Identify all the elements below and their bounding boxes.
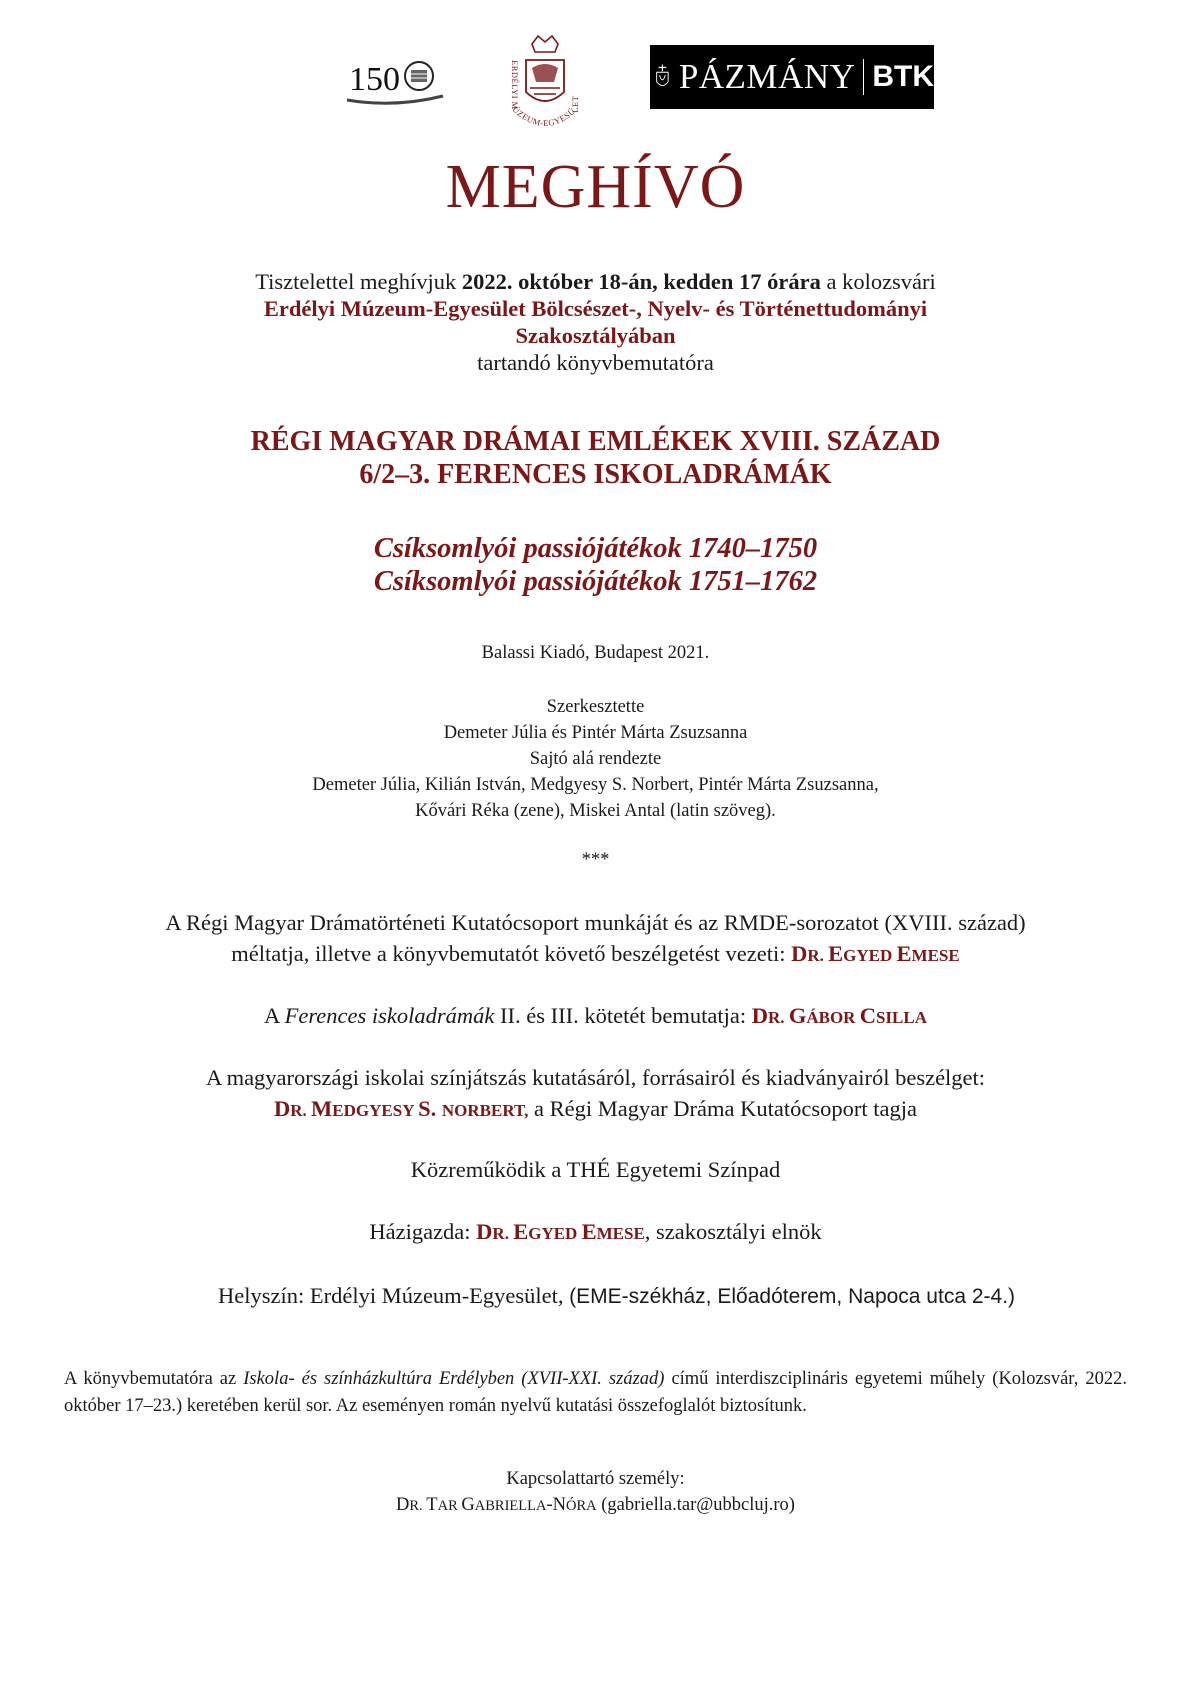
workshop-title: Iskola- és színházkultúra Erdélyben (XVII-XXI. század): [243, 1369, 665, 1389]
pazmany-crest-icon: [650, 45, 675, 109]
host-name: DR. EGYED EMESE: [476, 1219, 645, 1244]
contact-email[interactable]: (gabriella.tar@ubbcluj.ro): [596, 1495, 795, 1515]
publisher-info: Balassi Kiadó, Budapest 2021.: [481, 643, 710, 663]
eme-seal-text: ERDÉLYI MÚZEUM-EGYESÜLET: [510, 60, 580, 129]
editors-line-4: Demeter Júlia, Kilián István, Medgyesy S. Norbert, Pintér Márta Zsuzsanna,: [312, 775, 879, 795]
host-line: Házigazda: DR. EGYED EMESE, szakosztályi elnök: [369, 1219, 822, 1244]
logo-divider: [863, 59, 864, 95]
editors-block: [0, 694, 1191, 824]
intro-line-3: Szakosztályában: [515, 323, 676, 348]
eme-seal-logo: [500, 30, 590, 142]
contact-line: [0, 1492, 1191, 1519]
p1-line-1: A Régi Magyar Drámatörténeti Kutatócsoport munkáját és az RMDE-sorozatot (XVIII. század): [165, 910, 1026, 935]
presenter-paragraph-3: [0, 1062, 1191, 1126]
anniversary-number: 150: [349, 61, 400, 98]
speaker-name: DR. EGYED EMESE: [791, 941, 960, 966]
speaker-name: DR. MEDGYESY S. NORBERT,: [274, 1096, 529, 1121]
intro-line-2: Erdélyi Múzeum-Egyesület Bölcsészet-, Nyelv- és Történettudományi: [263, 296, 928, 321]
p1-line-2: méltatja, illetve a könyvbemutatót követő beszélgetést vezeti: DR. EGYED EMESE: [231, 941, 960, 966]
page-title: MEGHÍVÓ: [445, 153, 746, 221]
series-title: Ferences iskoladrámák: [284, 1003, 495, 1028]
book-title: [0, 425, 1191, 491]
speaker-name: DR. GÁBOR CSILLA: [751, 1003, 927, 1028]
footer-note: A könyvbemutatóra az Iskola- és színházkultúra Erdélyben (XVII-XXI. század) című interdiszciplináris egyetemi műhely (Kolozsvár, 2022. október 17–23.) keretében kerül sor. Az eseményen román nyelvű kutatási összefoglalót biztosítunk.: [64, 1369, 1127, 1416]
contact-label: Kapcsolattartó személy:: [506, 1469, 685, 1489]
anniversary-150-logo: [345, 52, 445, 108]
presenter-paragraph-2: A Ferences iskoladrámák II. és III. kötetét bemutatja: DR. GÁBOR CSILLA: [264, 1003, 927, 1028]
book-subtitle-1: Csíksomlyói passiójátékok 1740–1750: [373, 533, 818, 564]
event-date: 2022. október 18-án, kedden 17 órára: [461, 269, 821, 294]
p3-line-2: DR. MEDGYESY S. NORBERT, a Régi Magyar Dráma Kutatócsoport tagja: [274, 1096, 917, 1121]
venue-line: Helyszín: Erdélyi Múzeum-Egyesület, (EME-székház, Előadóterem, Napoca utca 2-4.): [218, 1283, 1016, 1308]
intro-line-1: Tisztelettel meghívjuk 2022. október 18-án, kedden 17 órára a kolozsvári: [255, 269, 936, 294]
book-title-line-1: RÉGI MAGYAR DRÁMAI EMLÉKEK XVIII. SZÁZAD: [250, 426, 941, 457]
book-subtitle-2: Csíksomlyói passiójátékok 1751–1762: [373, 566, 818, 597]
intro-block: [0, 268, 1191, 376]
book-subtitles: [0, 532, 1191, 598]
btk-logo-text: BTK: [872, 60, 934, 93]
presenter-paragraph-1: [0, 907, 1191, 971]
editors-line-3: Sajtó alá rendezte: [529, 749, 662, 769]
editors-line-2: Demeter Júlia és Pintér Márta Zsuzsanna: [443, 723, 748, 743]
book-title-line-2: 6/2–3. FERENCES ISKOLADRÁMÁK: [359, 459, 832, 490]
contact-block: [0, 1466, 1191, 1519]
pazmany-btk-logo: [650, 45, 934, 109]
contributor-line: Közreműködik a THÉ Egyetemi Színpad: [410, 1157, 781, 1182]
separator: ***: [581, 850, 610, 870]
p3-line-1: A magyarországi iskolai színjátszás kutatásáról, forrásairól és kiadványairól beszélget:: [205, 1065, 986, 1090]
pazmany-logo-text: PÁZMÁNY: [678, 57, 856, 96]
venue-address: (EME-székház, Előadóterem, Napoca utca 2-4.): [569, 1285, 1016, 1308]
editors-line-5: Kővári Réka (zene), Miskei Antal (latin szöveg).: [415, 801, 776, 821]
editors-line-1: Szerkesztette: [546, 697, 645, 717]
contact-name: DR. TAR GABRIELLA-NÓRA: [396, 1495, 597, 1515]
intro-line-4: tartandó könyvbemutatóra: [477, 350, 714, 375]
